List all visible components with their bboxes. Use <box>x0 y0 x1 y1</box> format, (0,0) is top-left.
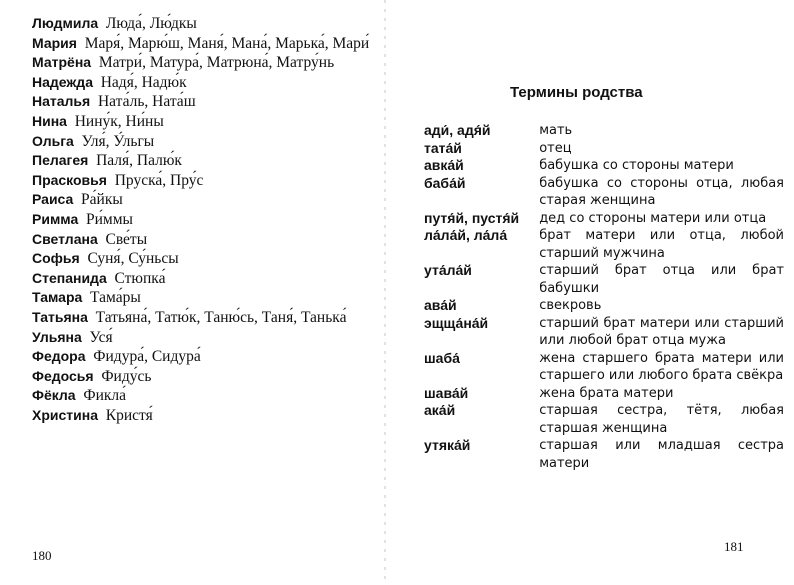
name-row <box>32 347 372 367</box>
name-row <box>32 328 372 348</box>
definition: дед со стороны матери или отца <box>539 210 767 226</box>
term-row <box>424 175 784 210</box>
name-row <box>32 210 372 230</box>
name-row <box>32 53 372 73</box>
term: тата́й <box>424 139 462 156</box>
diminutives: Нину́к, Ни́ны <box>74 112 164 130</box>
full-name: Ольга <box>32 132 74 149</box>
definition: жена брата матери <box>539 385 674 401</box>
diminutives: Тама́ры <box>90 289 141 307</box>
full-name: Христина <box>32 406 98 423</box>
definition: брат матери или отца, любой старший мужчина <box>539 228 784 261</box>
term-row <box>424 437 784 472</box>
term-row <box>424 140 784 158</box>
page-number: 180 <box>32 548 52 563</box>
name-row <box>32 112 372 132</box>
diminutives: Матри́, Матура́, Матрюна́, Матру́нь <box>98 54 335 72</box>
name-row <box>32 34 372 54</box>
term-row <box>424 122 784 140</box>
term: ади́, адя́й <box>424 122 491 138</box>
term: ута́ла́й <box>424 262 472 278</box>
definition: старший брат отца или брат бабушки <box>539 263 784 296</box>
full-name: Наталья <box>32 93 91 110</box>
name-row <box>32 92 372 112</box>
name-row <box>32 288 372 308</box>
full-name: Федосья <box>32 367 94 384</box>
diminutives: Кристя́ <box>105 406 153 424</box>
term: шаба́ <box>424 349 460 366</box>
term-row <box>424 402 784 437</box>
definition: старшая сестра, тётя, любая старшая женщина <box>539 403 784 436</box>
name-row <box>32 73 372 93</box>
term: утяка́й <box>424 437 471 453</box>
full-name: Пелагея <box>32 152 89 169</box>
full-name: Надежда <box>32 73 93 90</box>
full-name: Римма <box>32 210 79 227</box>
kinship-terms-table <box>424 122 784 472</box>
name-row <box>32 386 372 406</box>
diminutives: Фикла́ <box>83 387 127 405</box>
definition: отец <box>539 140 572 156</box>
term-row <box>424 315 784 350</box>
right-page <box>394 0 794 585</box>
page-number: 181 <box>724 539 744 554</box>
full-name: Нина <box>32 112 67 129</box>
definition: бабушка со стороны отца, любая старая женщина <box>539 175 784 208</box>
name-row <box>32 14 372 34</box>
diminutives: Ри́ммы <box>86 210 133 228</box>
definition: старший брат матери или старший или любой брат отца мужа <box>539 315 784 348</box>
left-page <box>0 0 380 585</box>
name-row <box>32 151 372 171</box>
term: эщща́на́й <box>424 314 489 331</box>
name-row <box>32 406 372 426</box>
full-name: Прасковья <box>32 171 107 188</box>
term: баба́й <box>424 174 466 191</box>
name-row <box>32 132 372 152</box>
term-row <box>424 157 784 175</box>
term-row <box>424 385 784 403</box>
term: ака́й <box>424 402 456 418</box>
diminutives: Фиду́сь <box>101 367 152 385</box>
term-row <box>424 210 784 228</box>
diminutives: Уся́ <box>89 328 113 346</box>
term-row <box>424 350 784 385</box>
full-name: Софья <box>32 250 80 267</box>
full-name: Степанида <box>32 269 107 286</box>
diminutives: Маря́, Марю́ш, Маня́, Мана́, Марька́, Мари́ <box>84 34 370 52</box>
page-fold-divider <box>384 0 386 585</box>
section-heading: Термины родства <box>510 84 643 101</box>
term: шава́й <box>424 384 469 401</box>
diminutives: Татьяна́, Татю́к, Таню́сь, Таня́, Танька́ <box>95 308 347 326</box>
diminutives: Ра́йкы <box>81 191 123 209</box>
term: ла́ла́й, ла́ла́ <box>424 227 508 243</box>
full-name: Тамара <box>32 289 83 306</box>
diminutives: Пруска́, Пру́с <box>114 171 204 189</box>
names-list <box>32 14 372 425</box>
term: путя́й, пустя́й <box>424 209 520 226</box>
full-name: Татьяна <box>32 308 88 325</box>
diminutives: Уля́, У́льгы <box>81 132 155 150</box>
term: авка́й <box>424 157 464 173</box>
diminutives: Люда́, Лю́дкы <box>105 15 197 32</box>
diminutives: Паля́, Палю́к <box>96 152 182 170</box>
name-row <box>32 230 372 250</box>
term-row <box>424 262 784 297</box>
full-name: Людмила <box>32 15 99 31</box>
diminutives: Стюпка́ <box>114 269 166 287</box>
name-row <box>32 171 372 191</box>
full-name: Матрёна <box>32 54 92 71</box>
name-row <box>32 308 372 328</box>
name-row <box>32 367 372 387</box>
full-name: Федора <box>32 348 86 365</box>
term-row <box>424 297 784 315</box>
full-name: Раиса <box>32 191 74 208</box>
definition: жена старшего брата матери или старшего или любого брата свёкра <box>539 350 784 383</box>
diminutives: Надя́, Надю́к <box>100 73 187 91</box>
diminutives: Све́ты <box>105 230 148 248</box>
full-name: Фёкла <box>32 387 76 404</box>
term-row <box>424 227 784 262</box>
diminutives: Ната́ль, Ната́ш <box>97 93 196 111</box>
term: ава́й <box>424 297 457 313</box>
full-name: Ульяна <box>32 328 82 345</box>
definition: бабушка со стороны матери <box>539 158 734 173</box>
full-name: Светлана <box>32 230 98 247</box>
definition: старшая или младшая сестра матери <box>539 438 784 471</box>
definition: мать <box>539 123 573 138</box>
name-row <box>32 269 372 289</box>
name-row <box>32 190 372 210</box>
definition: свекровь <box>539 298 602 313</box>
diminutives: Суня́, Су́ньсы <box>87 250 179 268</box>
diminutives: Фидура́, Сидура́ <box>93 348 201 366</box>
full-name: Мария <box>32 34 77 51</box>
name-row <box>32 249 372 269</box>
